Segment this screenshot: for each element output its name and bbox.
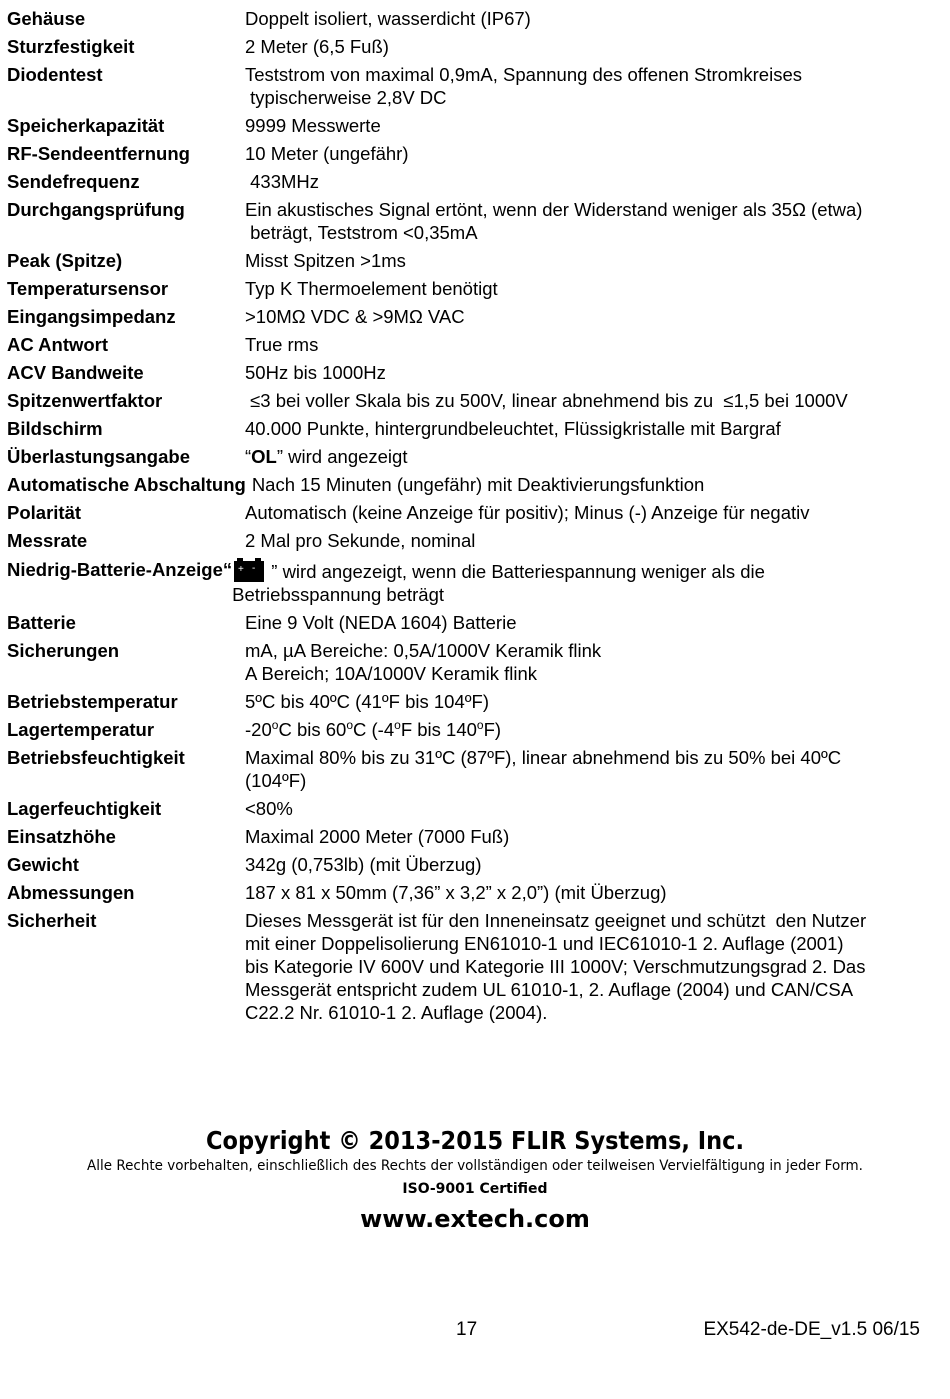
spec-value-line: Messgerät entspricht zudem UL 61010-1, 2. Auflage (2004) und CAN/CSA xyxy=(245,979,854,1000)
spec-value xyxy=(245,249,927,272)
temp-part: -20 xyxy=(245,719,272,740)
spec-label: Einsatzhöhe xyxy=(7,826,116,847)
spec-row xyxy=(7,746,927,792)
spec-value-line: mit einer Doppelisolierung EN61010-1 und IEC61010-1 2. Auflage (2001) xyxy=(245,933,844,954)
spec-value-line: Eine 9 Volt (NEDA 1604) Batterie xyxy=(245,612,517,633)
spec-row xyxy=(7,690,927,713)
spec-value xyxy=(245,909,927,1024)
spec-value xyxy=(245,333,927,356)
spec-value-line: A Bereich; 10A/1000V Keramik flink xyxy=(245,663,538,684)
degree-mark: o xyxy=(394,717,401,732)
spec-value xyxy=(245,277,927,300)
spec-value-line: C22.2 Nr. 61010-1 2. Auflage (2004). xyxy=(245,1002,548,1023)
spec-label: Betriebstemperatur xyxy=(7,691,178,712)
spec-value-line: Dieses Messgerät ist für den Inneneinsatz geeignet und schützt den Nutzer xyxy=(245,910,867,931)
spec-value xyxy=(245,825,927,848)
spec-value xyxy=(245,853,927,876)
spec-label: Eingangsimpedanz xyxy=(7,306,176,327)
spec-value-line: Misst Spitzen >1ms xyxy=(245,250,406,271)
spec-value-line: Teststrom von maximal 0,9mA, Spannung des offenen Stromkreises xyxy=(245,64,802,85)
low-battery-text: ” wird angezeigt, wenn die Batteriespannung weniger als die xyxy=(266,561,765,582)
spec-value xyxy=(245,746,927,792)
spec-row xyxy=(7,305,927,328)
temp-part: F bis 140 xyxy=(400,719,477,740)
low-battery-label: Niedrig-Batterie-Anzeige xyxy=(7,559,223,580)
spec-label: Lagertemperatur xyxy=(7,719,155,740)
spec-label: Bildschirm xyxy=(7,418,103,439)
website-url: www.extech.com xyxy=(360,1205,590,1233)
spec-label: Sendefrequenz xyxy=(7,171,140,192)
spec-row xyxy=(7,35,927,58)
spec-value xyxy=(245,170,927,193)
spec-row xyxy=(7,63,927,109)
spec-value-line: <80% xyxy=(245,798,293,819)
spec-row xyxy=(7,909,927,1024)
spec-value xyxy=(245,361,927,384)
spec-value-line: Ein akustisches Signal ertönt, wenn der Widerstand weniger als 35Ω (etwa) xyxy=(245,199,863,220)
spec-label: Sicherheit xyxy=(7,910,97,931)
rights-notice: Alle Rechte vorbehalten, einschließlich des Rechts der vollständigen oder teilweisen Vervielfältigung in jeder Form. xyxy=(87,1158,863,1174)
degree-mark: o xyxy=(271,717,279,732)
spec-value xyxy=(245,35,927,58)
spec-value xyxy=(245,797,927,820)
spec-value xyxy=(245,501,927,524)
spec-label: Sicherungen xyxy=(7,640,120,661)
spec-row xyxy=(7,529,927,552)
spec-value xyxy=(245,417,927,440)
spec-value xyxy=(232,558,927,606)
spec-value xyxy=(245,142,927,165)
spec-value-line: beträgt, Teststrom <0,35mA xyxy=(245,222,478,243)
spec-label: Diodentest xyxy=(7,64,103,85)
spec-value-line: Maximal 80% bis zu 31ºC (87ºF), linear abnehmend bis zu 50% bei 40ºC xyxy=(245,747,842,768)
spec-row xyxy=(7,198,927,244)
spec-label: RF-Sendeentfernung xyxy=(7,143,190,164)
spec-row xyxy=(7,389,927,412)
spec-value-line: 187 x 81 x 50mm (7,36” x 3,2” x 2,0”) (mit Überzug) xyxy=(245,882,667,903)
spec-value-line: 10 Meter (ungefähr) xyxy=(245,143,409,164)
spec-value-line: bis Kategorie IV 600V und Kategorie III 1000V; Verschmutzungsgrad 2. Das xyxy=(245,956,866,977)
spec-value-line: 40.000 Punkte, hintergrundbeleuchtet, Flüssigkristalle mit Bargraf xyxy=(245,418,781,439)
spec-value-line: True rms xyxy=(245,334,319,355)
degree-mark: o xyxy=(476,717,484,732)
spec-value-line: 2 Mal pro Sekunde, nominal xyxy=(245,530,476,551)
spec-value-line: 9999 Messwerte xyxy=(245,115,381,136)
spec-value-line: 50Hz bis 1000Hz xyxy=(245,362,386,383)
spec-row xyxy=(7,639,927,685)
spec-label: Speicherkapazität xyxy=(7,115,165,136)
spec-value xyxy=(245,611,927,634)
spec-value xyxy=(245,881,927,904)
svg-text:-: - xyxy=(252,563,256,574)
spec-value xyxy=(245,7,927,30)
spec-value xyxy=(245,690,927,713)
temp-part: F) xyxy=(483,719,502,740)
spec-row xyxy=(7,361,927,384)
degree-mark: o xyxy=(346,717,353,732)
page-number: 17 xyxy=(456,1319,478,1340)
spec-value-line: ≤3 bei voller Skala bis zu 500V, linear abnehmend bis zu ≤1,5 bei 1000V xyxy=(245,390,848,411)
spec-label: Spitzenwertfaktor xyxy=(7,390,163,411)
spec-group-3 xyxy=(7,611,927,713)
spec-row xyxy=(7,170,927,193)
spec-value-line: Doppelt isoliert, wasserdicht (IP67) xyxy=(245,8,531,29)
spec-row xyxy=(7,333,927,356)
spec-value-line: >10MΩ VDC & >9MΩ VAC xyxy=(245,306,465,327)
spec-value xyxy=(245,445,927,468)
spec-group-2 xyxy=(7,501,927,552)
spec-row xyxy=(7,417,927,440)
spec-label: Peak (Spitze) xyxy=(7,250,123,271)
spec-row xyxy=(7,611,927,634)
spec-label: Gehäuse xyxy=(7,8,86,29)
spec-value xyxy=(245,718,927,741)
spec-row-overload xyxy=(7,445,927,468)
spec-label xyxy=(7,558,232,581)
ol-indicator: OL xyxy=(251,446,277,467)
spec-row xyxy=(7,853,927,876)
spec-label: Abmessungen xyxy=(7,882,135,903)
overload-rest: ” wird angezeigt xyxy=(276,446,408,467)
spec-row xyxy=(7,142,927,165)
spec-value-line: mA, µA Bereiche: 0,5A/1000V Keramik flink xyxy=(245,640,602,661)
spec-value-line: 433MHz xyxy=(245,171,320,192)
low-battery-line-2: Betriebsspannung beträgt xyxy=(232,584,444,605)
spec-value-line: (104ºF) xyxy=(245,770,307,791)
open-quote: “ xyxy=(222,559,233,580)
temp-part: C bis 60 xyxy=(278,719,347,740)
spec-value-line: 5ºC bis 40ºC (41ºF bis 104ºF) xyxy=(245,691,489,712)
spec-value-line: Automatisch (keine Anzeige für positiv); Minus (-) Anzeige für negativ xyxy=(245,502,810,523)
spec-row xyxy=(7,277,927,300)
spec-value xyxy=(245,529,927,552)
spec-value xyxy=(245,114,927,137)
spec-label: ACV Bandweite xyxy=(7,362,144,383)
spec-row xyxy=(7,797,927,820)
spec-row-low-battery xyxy=(7,558,927,606)
spec-row xyxy=(7,825,927,848)
spec-row-autooff xyxy=(7,473,927,496)
spec-label: AC Antwort xyxy=(7,334,109,355)
spec-value xyxy=(245,305,927,328)
spec-label: Lagerfeuchtigkeit xyxy=(7,798,162,819)
temp-part: C (-4 xyxy=(353,719,395,740)
spec-label: Betriebsfeuchtigkeit xyxy=(7,747,185,768)
low-battery-icon xyxy=(234,558,264,582)
spec-value-line: Maximal 2000 Meter (7000 Fuß) xyxy=(245,826,510,847)
spec-label: Temperatursensor xyxy=(7,278,169,299)
spec-label: Sturzfestigkeit xyxy=(7,36,135,57)
spec-table xyxy=(7,7,927,1029)
spec-value xyxy=(245,198,927,244)
svg-text:+: + xyxy=(238,564,244,575)
spec-value-line: 2 Meter (6,5 Fuß) xyxy=(245,36,389,57)
spec-label: Gewicht xyxy=(7,854,79,875)
spec-value-line: typischerweise 2,8V DC xyxy=(245,87,447,108)
open-quote: “ xyxy=(245,446,252,467)
spec-label: Automatische Abschaltung xyxy=(7,474,246,495)
spec-row xyxy=(7,881,927,904)
spec-value: Nach 15 Minuten (ungefähr) mit Deaktivierungsfunktion xyxy=(251,474,705,495)
spec-label: Überlastungsangabe xyxy=(7,446,190,467)
spec-group-1 xyxy=(7,7,927,440)
spec-row xyxy=(7,114,927,137)
spec-value xyxy=(245,639,927,685)
spec-label: Batterie xyxy=(7,612,76,633)
spec-value xyxy=(245,63,927,109)
low-battery-line-1 xyxy=(232,558,927,583)
spec-label: Messrate xyxy=(7,530,88,551)
spec-value xyxy=(245,389,927,412)
spec-group-4 xyxy=(7,746,927,1024)
copyright-notice: Copyright © 2013-2015 FLIR Systems, Inc. xyxy=(205,1126,745,1155)
iso-certification: ISO-9001 Certified xyxy=(402,1181,548,1197)
spec-row xyxy=(7,501,927,524)
spec-label: Durchgangsprüfung xyxy=(7,199,185,220)
document-id: EX542-de-DE_v1.5 06/15 xyxy=(703,1319,920,1340)
spec-value-line: Typ K Thermoelement benötigt xyxy=(245,278,498,299)
spec-row-storage-temp xyxy=(7,718,927,741)
spec-row xyxy=(7,7,927,30)
spec-value-line: 342g (0,753lb) (mit Überzug) xyxy=(245,854,482,875)
spec-row xyxy=(7,249,927,272)
spec-label: Polarität xyxy=(7,502,82,523)
